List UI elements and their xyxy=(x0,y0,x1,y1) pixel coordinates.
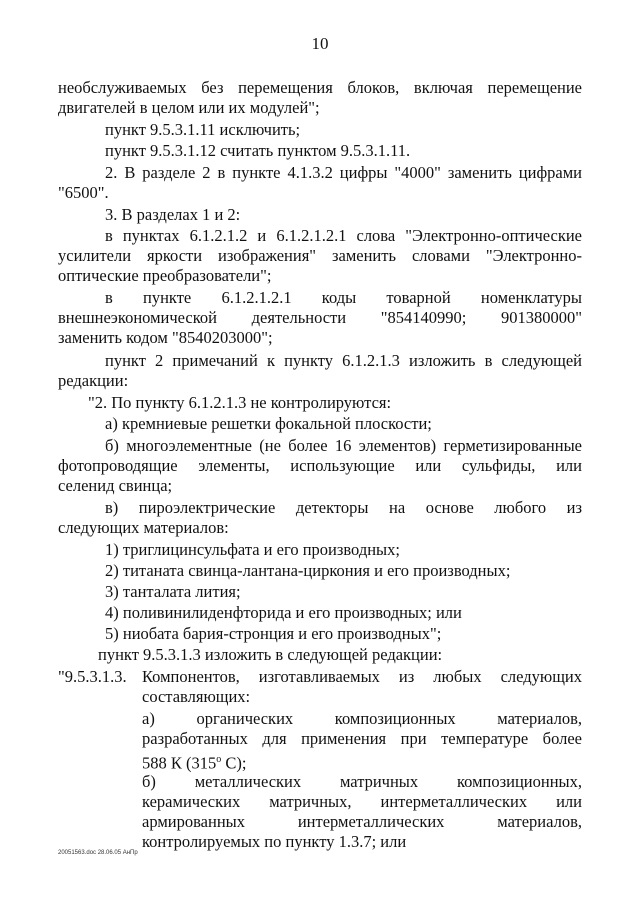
text-line: "6500". xyxy=(58,183,109,202)
text-line: 5) ниобата бария-стронция и его производных"; xyxy=(105,624,442,643)
text-line: в пунктах 6.1.2.1.2 и 6.1.2.1.2.1 слова "Электронно-оптические xyxy=(105,226,582,245)
text-line: "2. По пункту 6.1.2.1.3 не контролируются: xyxy=(88,393,392,412)
text-line: пункт 9.5.3.1.3 изложить в следующей редакции: xyxy=(98,645,443,664)
text-line: 3) танталата лития; xyxy=(105,582,241,601)
text-line: а) органических композиционных материалов, xyxy=(142,709,582,728)
text-line: составляющих: xyxy=(142,687,251,706)
text-line: редакции: xyxy=(58,371,129,390)
text-line: б) металлических матричных композиционных, xyxy=(142,772,582,791)
text-line: пункт 2 примечаний к пункту 6.1.2.1.3 изложить в следующей xyxy=(105,351,582,370)
text-line: усилители яркости изображения" заменить словами "Электронно- xyxy=(58,246,582,265)
text-line: внешнеэкономической деятельности "854140990; 901380000" xyxy=(58,308,582,327)
footer-file-reference: 20051563.doc 28.06.05 АнПр xyxy=(58,850,138,856)
text-line: пункт 9.5.3.1.11 исключить; xyxy=(105,120,301,139)
text-line: 588 К ($315^о$ С); xyxy=(142,753,247,773)
text-line: керамических матричных, интерметаллических или xyxy=(142,792,582,811)
text-line: в пункте 6.1.2.1.2.1 коды товарной номенклатуры xyxy=(105,288,582,307)
text-line: пункт 9.5.3.1.12 считать пунктом 9.5.3.1.11. xyxy=(105,141,411,160)
text-line: армированных интерметаллических материалов, xyxy=(142,812,582,831)
text-line: 4) поливинилиденфторида и его производных; или xyxy=(105,603,462,622)
clause-number: "9.5.3.1.3. xyxy=(58,667,127,686)
text-line: 2. В разделе 2 в пункте 4.1.3.2 цифры "4000" заменить цифрами xyxy=(105,163,582,182)
text-line: 3. В разделах 1 и 2: xyxy=(105,205,241,224)
text-line: селенид свинца; xyxy=(58,476,173,495)
page-number: 10 xyxy=(311,34,329,53)
text-line: контролируемых по пункту 1.3.7; или xyxy=(142,832,407,851)
text-line: б) многоэлементные (не более 16 элементов) герметизированные xyxy=(105,436,582,455)
text-line: следующих материалов: xyxy=(58,518,229,537)
text-line: заменить кодом "8540203000"; xyxy=(58,328,273,347)
text-line: Компонентов, изготавливаемых из любых следующих xyxy=(142,667,582,686)
text-line: двигателей в целом или их модулей"; xyxy=(58,98,320,117)
text-line: а) кремниевые решетки фокальной плоскости; xyxy=(105,414,432,433)
text-line: в) пироэлектрические детекторы на основе любого из xyxy=(105,498,582,517)
text-line: разработанных для применения при температуре более xyxy=(142,729,582,748)
text-line: необслуживаемых без перемещения блоков, включая перемещение xyxy=(58,78,582,97)
text-line: оптические преобразователи"; xyxy=(58,266,272,285)
text-line: 2) титаната свинца-лантана-циркония и его производных; xyxy=(105,561,511,580)
text-line: 1) триглицинсульфата и его производных; xyxy=(105,540,400,559)
text-line: фотопроводящие элементы, использующие или сульфиды, или xyxy=(58,456,582,475)
